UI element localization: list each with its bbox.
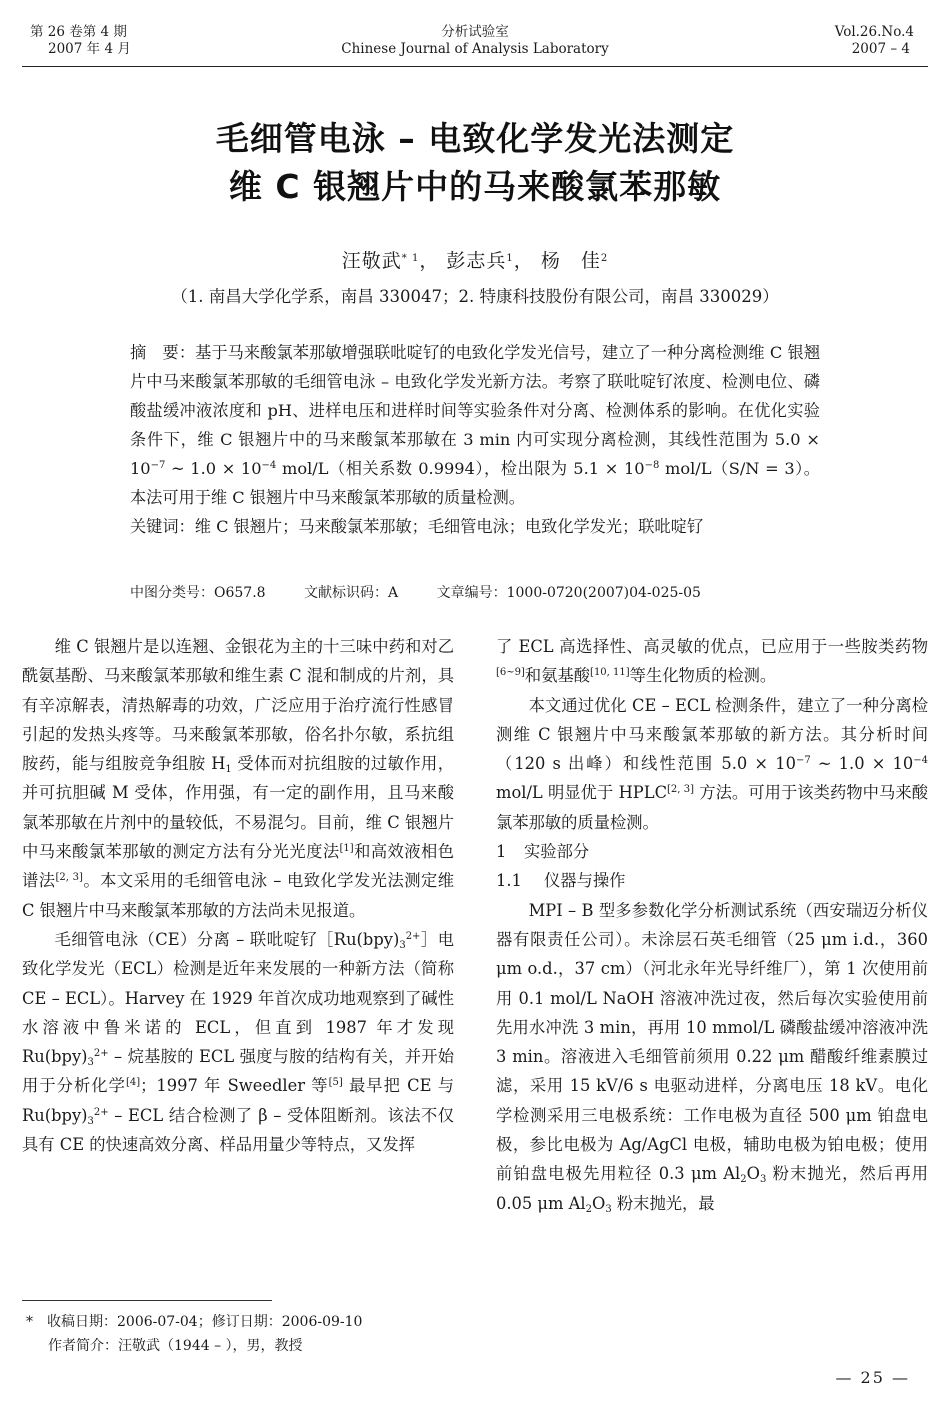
article-number: 文章编号：1000-0720(2007)04-025-05 <box>436 585 701 601</box>
author-2: 彭志兵 <box>446 250 507 272</box>
header-date-en: 2007 – 4 <box>851 41 910 57</box>
citation: [10, 11] <box>590 667 630 679</box>
document-code: 文献标识码：A <box>304 585 399 601</box>
header-center <box>0 24 950 58</box>
left-column <box>22 632 454 1159</box>
footnote-author-bio: 作者简介：汪敬武（1944 – ），男，教授 <box>48 1338 303 1354</box>
keywords-text: 维 C 银翘片；马来酸氯苯那敏；毛细管电泳；电致化学发光；联吡啶钌 <box>194 517 704 536</box>
section-title: 实验部分 <box>524 842 590 862</box>
header-journal-cn: 分析试验室 <box>441 24 509 40</box>
footnote-rule <box>22 1300 272 1301</box>
authors <box>0 246 950 273</box>
title-line-2: 维 C 银翘片中的马来酸氯苯那敏 <box>228 167 722 206</box>
page-number: — 25 — <box>835 1368 910 1387</box>
author-sep: ， <box>513 250 534 272</box>
header-journal-en: Chinese Journal of Analysis Laboratory <box>341 41 609 57</box>
title-line-1: 毛细管电泳 – 电致化学发光法测定 <box>215 119 735 158</box>
header-rule <box>22 66 928 67</box>
citation: [2, 3] <box>55 872 83 884</box>
abstract <box>130 338 820 541</box>
citation: [2, 3] <box>667 784 694 796</box>
subsection-heading <box>496 866 928 895</box>
header-right <box>835 24 914 58</box>
author-3: 杨 佳 <box>540 250 601 272</box>
header-date: 2007 年 4 月 <box>48 41 131 57</box>
abstract-text: 摘 要：基于马来酸氯苯那敏增强联吡啶钌的电致化学发光信号，建立了一种分离检测维 C 银翘片中马来酸氯苯那敏的毛细管电泳 – 电致化学发光新方法。考察了联吡啶钌浓度、检测电位、磷酸盐缓冲液浓度和 pH、进样电压和进样时间等实验条件对分离、检测体系的影响。在优化实验条件下，维 C 银翘片中的马来酸氯苯那敏在 3 min 内可实现分离检测，其线性范围为 $5.0 \times 10^{-7}$ ~ $1.0 \times 10^{-4}$ mol/L（相关系数 0.9994），检出限为 $5.1 \times 10^{-8}$ mol/L（S/N = 3）。本法可用于维 C 银翘片中马来酸氯苯那敏的质量检测。 <box>130 343 821 507</box>
author-2-mark: 1 <box>506 253 514 264</box>
section-heading <box>496 837 928 866</box>
author-1-mark: * 1 <box>401 253 420 264</box>
footnote <box>26 1310 363 1358</box>
footnote-star: * <box>26 1314 33 1330</box>
section-number: 1 <box>496 842 507 862</box>
citation: [4] <box>125 1077 141 1089</box>
subsection-title: 仪器与操作 <box>544 871 626 891</box>
author-sep: ， <box>419 250 440 272</box>
subsection-number: 1.1 <box>496 871 522 891</box>
paper-title <box>0 115 950 211</box>
intro-continued: 了 ECL 高选择性、高灵敏的优点，已应用于一些胺类药物[6~9]和氨基酸[10, 11]等生化物质的检测。 <box>496 637 928 686</box>
intro-paragraph-3: 本文通过优化 CE – ECL 检测条件，建立了一种分离检测维 C 银翘片中马来酸氯苯那敏的新方法。其分析时间（120 s 出峰）和线性范围 $5.0 \times 10^{-7}$ ~ $1.0 \times 10^{-4}$ mol/L 明显优于 HPLC[2, 3] 方法。可用于该类药物中马来酸氯苯那敏的质量检测。 <box>496 695 928 832</box>
classification-line <box>130 582 820 602</box>
right-column <box>496 632 928 1218</box>
clc-number: 中图分类号：O657.8 <box>130 585 266 601</box>
intro-paragraph-2: 毛细管电泳（CE）分离 – 联吡啶钌$[Ru(bpy)_3^{2+}]$电致化学发光（ECL）检测是近年来发展的一种新方法（简称 CE – ECL）。Harvey 在 1929 年首次成功地观察到了碱性水溶液中鲁米诺的 ECL，但直到 1987 年才发现 $Ru(bpy)_3^{2+}$ – 烷基胺的 ECL 强度与胺的结构有关，并开始用于分析化学[4]；1997 年 Sweedler 等[5] 最早把 CE 与 $Ru(bpy)_3^{2+}$ – ECL 结合检测了 β – 受体阻断剂。该法不仅具有 CE 的快速高效分离、样品用量少等特点，又发挥 <box>22 929 454 1155</box>
keywords-label: 关键词： <box>130 517 195 536</box>
author-3-mark: 2 <box>600 253 609 264</box>
citation: [5] <box>328 1077 343 1089</box>
citation: [6~9] <box>496 667 525 679</box>
header-vol-en: Vol.26.No.4 <box>834 24 914 40</box>
author-1: 汪敬武 <box>341 250 402 272</box>
affiliation: （1. 南昌大学化学系，南昌 330047；2. 特康科技股份有限公司，南昌 330029） <box>171 287 779 306</box>
footnote-received: * 收稿日期：2006-07-04；修订日期：2006-09-10 <box>26 1314 363 1330</box>
instrument-paragraph: MPI – B 型多参数化学分析测试系统（西安瑞迈分析仪器有限责任公司）。未涂层石英毛细管（25 μm i.d.，360 μm o.d.，37 cm）（河北永年光导纤维厂），第 1 次使用前用 0.1 mol/L NaOH 溶液冲洗过夜，然后每次实验使用前先用水冲洗 3 min，再用 10 mmol/L 磷酸盐缓冲溶液冲洗 3 min。溶液进入毛细管前须用 0.22 μm 醋酸纤维素膜过滤，采用 15 kV/6 s 电驱动进样，分离电压 18 kV。电化学检测采用三电极系统：工作电极为直径 500 μm 铂盘电极，参比电极为 Ag/AgCl 电极，辅助电极为铂电极；使用前铂盘电极先用粒径 0.3 μm $Al_2O_3$ 粉末抛光，然后再用 0.05 μm $Al_2O_3$ 粉末抛光，最 <box>496 900 928 1215</box>
header-volume: 第 26 卷第 4 期 <box>30 24 127 40</box>
abstract-label: 摘 要： <box>130 343 196 362</box>
keywords <box>130 512 820 541</box>
intro-paragraph-1: 维 C 银翘片是以连翘、金银花为主的十三味中药和对乙酰氨基酚、马来酸氯苯那敏和维生素 C 混和制成的片剂，具有辛凉解表，清热解毒的功效，广泛应用于治疗流行性感冒引起的发热头疼等。马来酸氯苯那敏，俗名扑尔敏，系抗组胺药，能与组胺竞争组胺 $H_1$ 受体而对抗组胺的过敏作用，并可抗胆碱 M 受体，作用强，有一定的副作用，且马来酸氯苯那敏在片剂中的量较低，不易混匀。目前，维 C 银翘片中马来酸氯苯那敏的测定方法有分光光度法[1]和高效液相色谱法[2, 3]。本文采用的毛细管电泳 – 电致化学发光法测定维 C 银翘片中马来酸氯苯那敏的方法尚未见报道。 <box>22 637 454 920</box>
citation: [1] <box>339 843 354 855</box>
